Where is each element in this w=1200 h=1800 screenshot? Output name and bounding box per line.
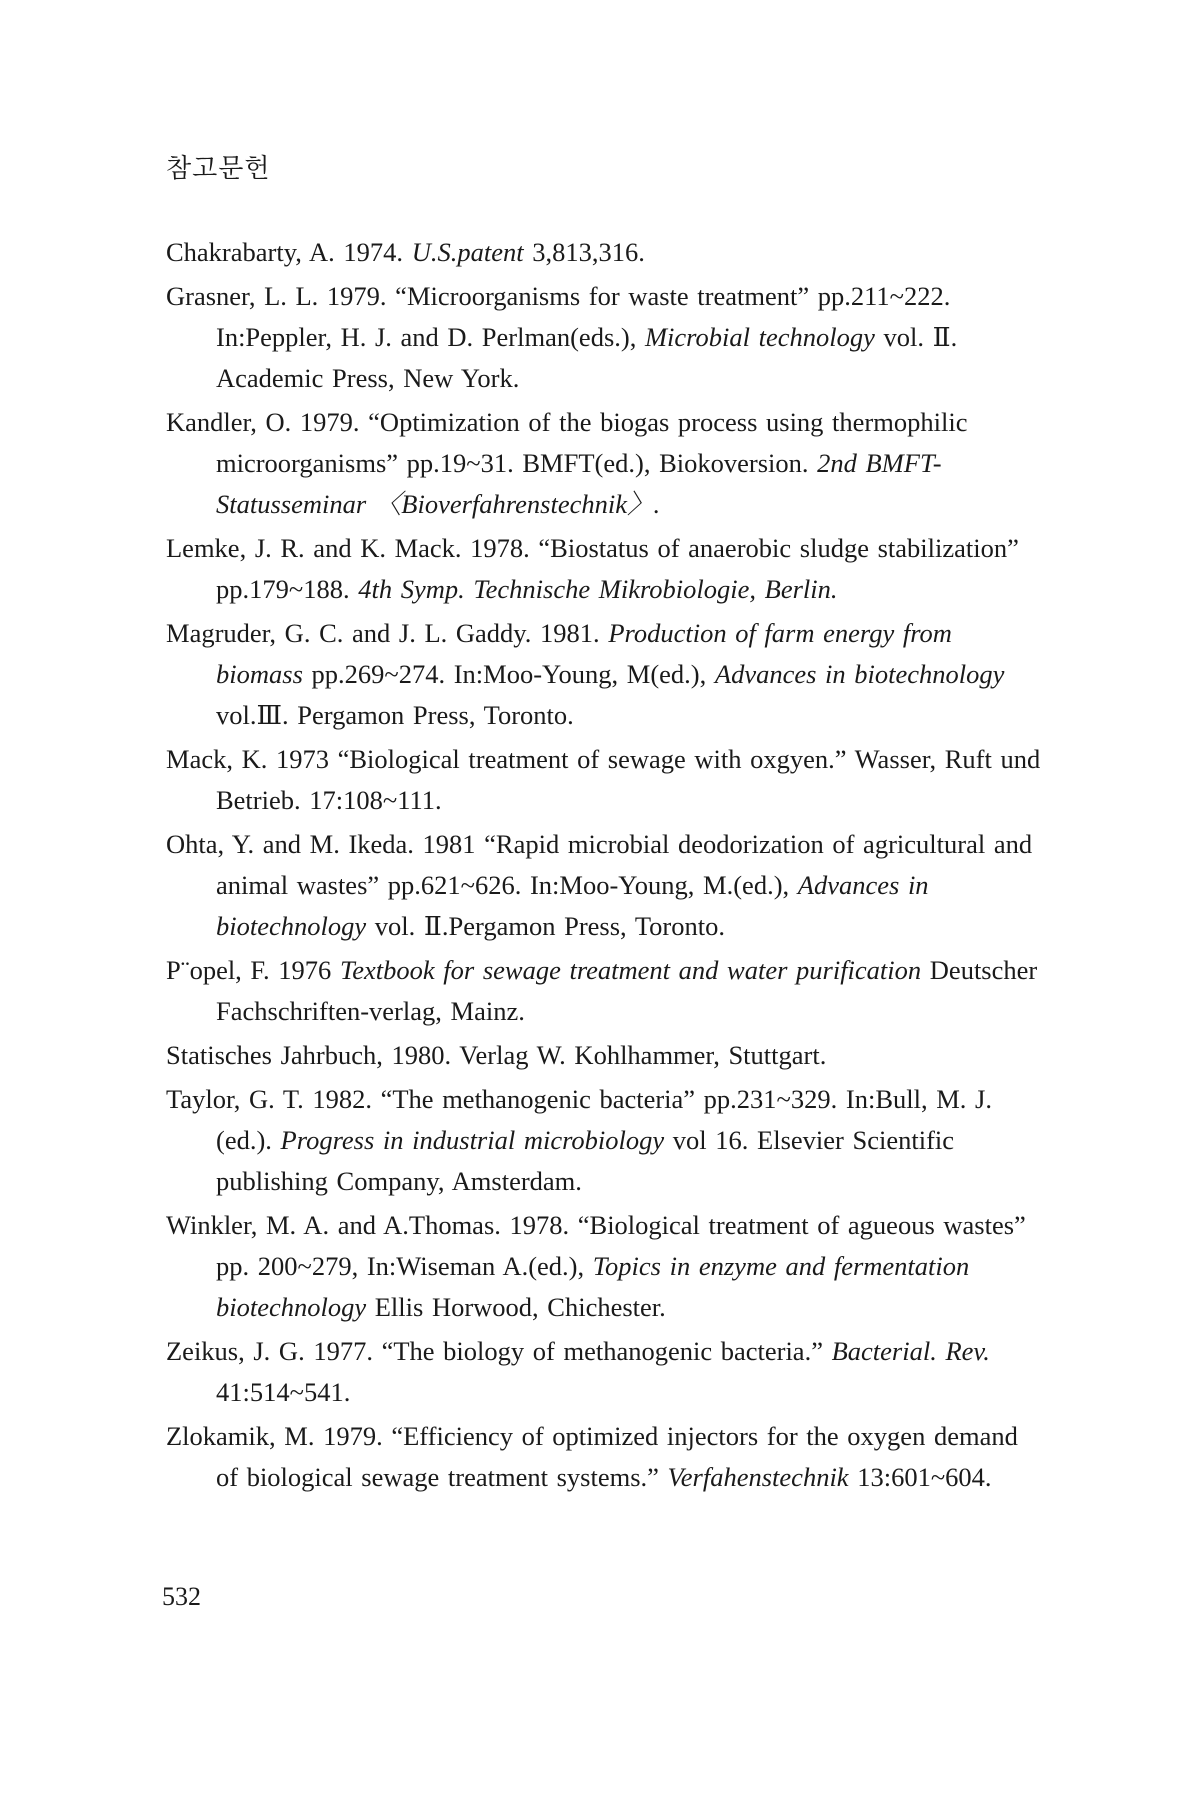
reference-item (166, 232, 1046, 273)
reference-item (166, 613, 1046, 736)
reference-title: U.S.patent (411, 237, 524, 267)
reference-title: Advances in biotechnology (216, 870, 929, 941)
reference-text: Statisches Jahrbuch, 1980. Verlag W. Kohlhammer, Stuttgart. (166, 1040, 827, 1070)
reference-title: Microbial technology (644, 322, 875, 352)
reference-text: Winkler, M. A. and A.Thomas. 1978. “Biological treatment of agueous wastes” pp. 200~279, In:Wiseman A.(ed.), (166, 1210, 1026, 1281)
reference-text: Taylor, G. T. 1982. “The methanogenic bacteria” pp.231~329. In:Bull, M. J. (ed.). (166, 1084, 992, 1155)
reference-item (166, 824, 1046, 947)
reference-text: Magruder, G. C. and J. L. Gaddy. 1981. (166, 618, 609, 648)
reference-item (166, 528, 1046, 610)
reference-title-secondary: Advances in biotechnology (714, 659, 1005, 689)
reference-text: Zlokamik, M. 1979. “Efficiency of optimized injectors for the oxygen demand of biological sewage treatment systems.” (166, 1421, 1018, 1492)
page-heading: 참고문헌 (166, 154, 271, 184)
reference-tail: vol. Ⅱ.Pergamon Press, Toronto. (366, 911, 725, 941)
reference-text: Mack, K. 1973 “Biological treatment of sewage with oxgyen.” Wasser, Ruft und Betrieb. 17:108~111. (166, 744, 1041, 815)
reference-title: Textbook for sewage treatment and water purification (339, 955, 922, 985)
reference-text: Chakrabarty, A. 1974. (166, 237, 412, 267)
reference-item (166, 950, 1046, 1032)
reference-item (166, 1035, 1046, 1076)
reference-tail: Ellis Horwood, Chichester. (366, 1292, 666, 1322)
reference-title: Progress in industrial microbiology (280, 1125, 665, 1155)
reference-text: Kandler, O. 1979. “Optimization of the biogas process using thermophilic microorganisms” pp.19~31. BMFT(ed.), Biokoversion. (166, 407, 968, 478)
reference-title: Topics in enzyme and fermentation biotechnology (216, 1251, 970, 1322)
reference-text: Zeikus, J. G. 1977. “The biology of methanogenic bacteria.” (166, 1336, 832, 1366)
reference-item (166, 402, 1046, 525)
reference-text: Grasner, L. L. 1979. “Microorganisms for waste treatment” pp.211~222. In:Peppler, H. J. and D. Perlman(eds.), (166, 281, 951, 352)
reference-tail: 41:514~541. (216, 1377, 351, 1407)
reference-title: 2nd BMFT-Statusseminar 〈Bioverfahrenstechnik〉. (216, 448, 942, 519)
reference-tail: 3,813,316. (523, 237, 645, 267)
reference-item (166, 276, 1046, 399)
reference-tail: pp.269~274. In:Moo-Young, M(ed.), (302, 659, 715, 689)
reference-title: Production of farm energy from biomass (216, 618, 952, 689)
reference-title: Verfahenstechnik (667, 1462, 849, 1492)
reference-tail: vol 16. Elsevier Scientific publishing Company, Amsterdam. (216, 1125, 955, 1196)
reference-title: 4th Symp. Technische Mikrobiologie, Berlin. (358, 574, 838, 604)
reference-list (166, 232, 1046, 1501)
reference-tail: Deutscher Fachschriften-verlag, Mainz. (216, 955, 1038, 1026)
reference-item (166, 1079, 1046, 1202)
page-number: 532 (162, 1582, 201, 1611)
reference-text: Ohta, Y. and M. Ikeda. 1981 “Rapid microbial deodorization of agricultural and animal wastes” pp.621~626. In:Moo-Young, M.(ed.), (166, 829, 1033, 900)
reference-item (166, 1416, 1046, 1498)
reference-tail: vol. Ⅱ. Academic Press, New York. (216, 322, 958, 393)
reference-item (166, 739, 1046, 821)
reference-text: P¨opel, F. 1976 (166, 955, 340, 985)
reference-item (166, 1205, 1046, 1328)
reference-text: Lemke, J. R. and K. Mack. 1978. “Biostatus of anaerobic sludge stabilization” pp.179~188. (166, 533, 1019, 604)
reference-tail-secondary: vol.Ⅲ. Pergamon Press, Toronto. (216, 700, 574, 730)
reference-tail: 13:601~604. (848, 1462, 992, 1492)
reference-title: Bacterial. Rev. (831, 1336, 990, 1366)
reference-item (166, 1331, 1046, 1413)
